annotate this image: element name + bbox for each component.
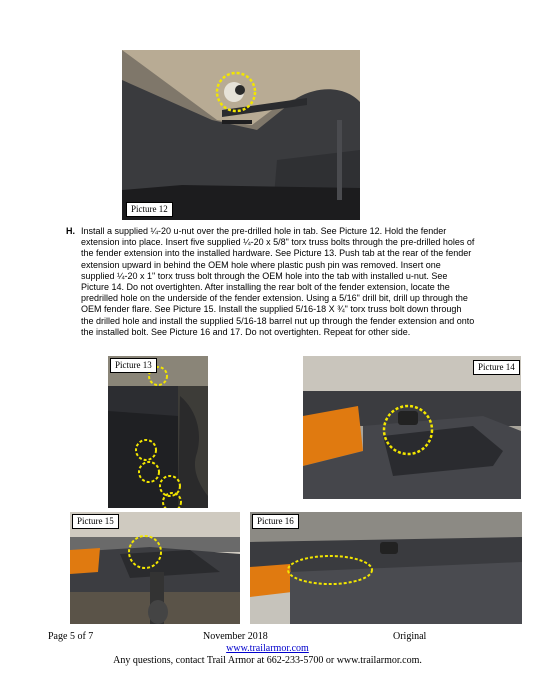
page-number: Page 5 of 7	[48, 631, 94, 642]
footer-status: Original	[393, 631, 427, 642]
picture-13-caption: Picture 13	[110, 358, 157, 373]
picture-13-photo	[108, 356, 208, 508]
step-letter: H.	[66, 226, 75, 236]
picture-14-photo	[303, 356, 521, 499]
picture-16-photo	[250, 512, 522, 624]
picture-15-caption: Picture 15	[72, 514, 119, 529]
contact-info: Any questions, contact Trail Armor at 662-233-5700 or www.trailarmor.com.	[113, 655, 422, 666]
website-link[interactable]: www.trailarmor.com	[226, 643, 309, 654]
picture-14-caption: Picture 14	[473, 360, 520, 375]
picture-15-photo	[70, 512, 240, 624]
picture-12-caption: Picture 12	[126, 202, 173, 217]
footer-date: November 2018	[203, 631, 268, 642]
step-text: Install a supplied ¼-20 u-nut over the pre-drilled hole in tab. See Picture 12. Hold the fender extension into place. Insert five supplied ¼-20 x 5/8" torx truss bolts through the pre-drilled holes of the fender extension into the installed hardware. See Picture 13. Push tab at the rear of the fender extension upward in behind the OEM hole where plastic push pin was removed. Insert one supplied ¼-20 x 1" torx truss bolt through the OEM hole into the tab with installed u-nut. See Picture 14. Do not overtighten. After installing the rear bolt of the fender extension, locate the predrilled hole on the underside of the fender extension. Using a 5/16" drill bit, drill up through the OEM fender flare. See Picture 15. Install the supplied 5/16-18 X ¾" torx truss bolt down through the drilled hole and install the supplied 5/16-18 barrel nut up through the fender extension and onto the installed bolt. See Picture 16 and 17. Do not overtighten. Repeat for other side.	[81, 226, 475, 337]
step-h	[66, 226, 476, 338]
picture-16-caption: Picture 16	[252, 514, 299, 529]
picture-12-photo	[122, 50, 360, 220]
footer-row	[48, 631, 428, 643]
